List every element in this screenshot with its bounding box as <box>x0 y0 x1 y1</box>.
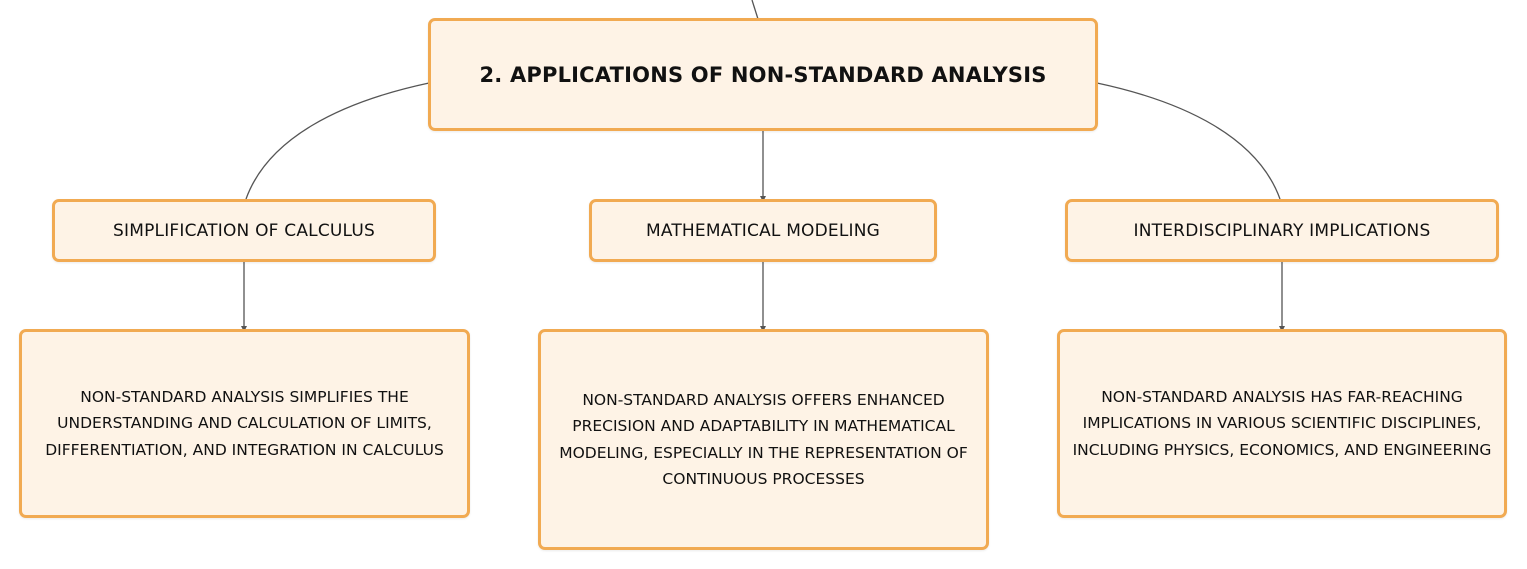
branch-title: INTERDISCIPLINARY IMPLICATIONS <box>1133 220 1431 241</box>
root-title: 2. APPLICATIONS OF NON-STANDARD ANALYSIS <box>479 62 1047 87</box>
branch-node-modeling[interactable] <box>589 199 937 262</box>
branch-node-calculus[interactable] <box>52 199 436 262</box>
detail-text: NON-STANDARD ANALYSIS SIMPLIFIES THE UNDERSTANDING AND CALCULATION OF LIMITS, DIFFERENTIATION, AND INTEGRATION IN CALCULUS <box>45 387 444 459</box>
root-node[interactable] <box>428 18 1098 131</box>
branch-node-interdisciplinary[interactable] <box>1065 199 1499 262</box>
detail-node-calculus[interactable] <box>19 329 470 518</box>
detail-text: NON-STANDARD ANALYSIS OFFERS ENHANCED PRECISION AND ADAPTABILITY IN MATHEMATICAL MODELING, ESPECIALLY IN THE REPRESENTATION OF CONTINUOUS PROCESSES <box>559 390 968 488</box>
detail-node-interdisciplinary[interactable] <box>1057 329 1507 518</box>
branch-title: SIMPLIFICATION OF CALCULUS <box>113 220 375 241</box>
detail-text: NON-STANDARD ANALYSIS HAS FAR-REACHING IMPLICATIONS IN VARIOUS SCIENTIFIC DISCIPLINES, INCLUDING PHYSICS, ECONOMICS, AND ENGINEERING <box>1072 387 1492 459</box>
root-to-calculus-connector <box>246 83 429 199</box>
detail-node-modeling[interactable] <box>538 329 989 550</box>
parent-connector <box>752 0 758 19</box>
branch-title: MATHEMATICAL MODELING <box>645 220 881 241</box>
root-to-interdisciplinary-connector <box>1097 83 1280 199</box>
